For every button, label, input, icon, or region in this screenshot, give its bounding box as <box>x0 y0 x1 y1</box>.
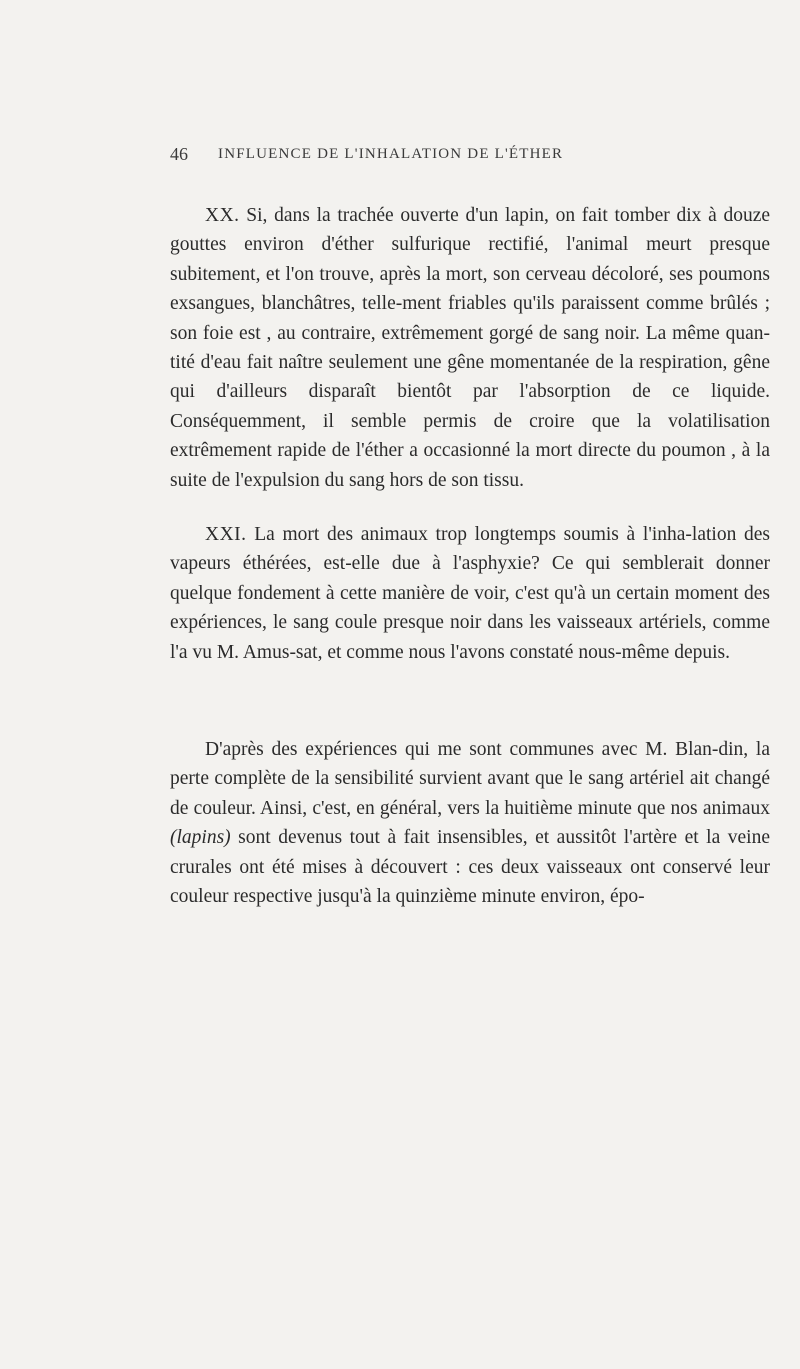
paragraph-xx <box>170 201 770 495</box>
running-title: INFLUENCE DE L'INHALATION DE L'ÉTHER <box>218 146 564 162</box>
italic-term: (lapins) <box>170 827 231 849</box>
paragraph-text-continued: sont devenus tout à fait insensibles, et aussitôt l'artère et la veine crurales ont été mises à découvert : ces deux vaisseaux ont conservé leur couleur respective jusqu'à la quinzième minute environ, épo- <box>170 827 770 908</box>
paragraph-text: La mort des animaux trop longtemps soumis à l'inha-lation des vapeurs éthérées, est-elle due à l'asphyxie? Ce qui semblerait donner quelque fondement à cette manière de voir, c'est qu'à un certain moment des expériences, le sang coule presque noir dans les vaisseaux artériels, comme l'a vu M. Amus-sat, et comme nous l'avons constaté nous-même depuis. <box>170 524 771 663</box>
paragraph-blandin <box>170 735 770 911</box>
page-header <box>170 144 770 168</box>
paragraph-text: D'après des expériences qui me sont communes avec M. Blan-din, la perte complète de la sensibilité survient avant que le sang artériel ait changé de couleur. Ainsi, c'est, en général, vers la huitième minute que nos animaux <box>170 739 770 819</box>
section-number: XXI. <box>205 524 247 545</box>
paragraph-xxi <box>170 520 770 667</box>
section-number: XX. <box>205 205 240 226</box>
paragraph-text: Si, dans la trachée ouverte d'un lapin, on fait tomber dix à douze gouttes environ d'éther sulfurique rectifié, l'animal meurt presque subitement, et l'on trouve, après la mort, son cerveau décoloré, ses poumons exsangues, blanchâtres, telle-ment friables qu'ils paraissent comme brûlés ; son foie est , au contraire, extrêmement gorgé de sang noir. La même quan-tité d'eau fait naître seulement une gêne momentanée de la respiration, gêne qui d'ailleurs disparaît bientôt par l'absorption de ce liquide. Conséquemment, il semble permis de croire que la volatilisation extrêmement rapide de l'éther a occasionné la mort directe du poumon , à la suite de l'expulsion du sang hors de son tissu. <box>170 205 771 491</box>
page-number: 46 <box>170 144 188 164</box>
